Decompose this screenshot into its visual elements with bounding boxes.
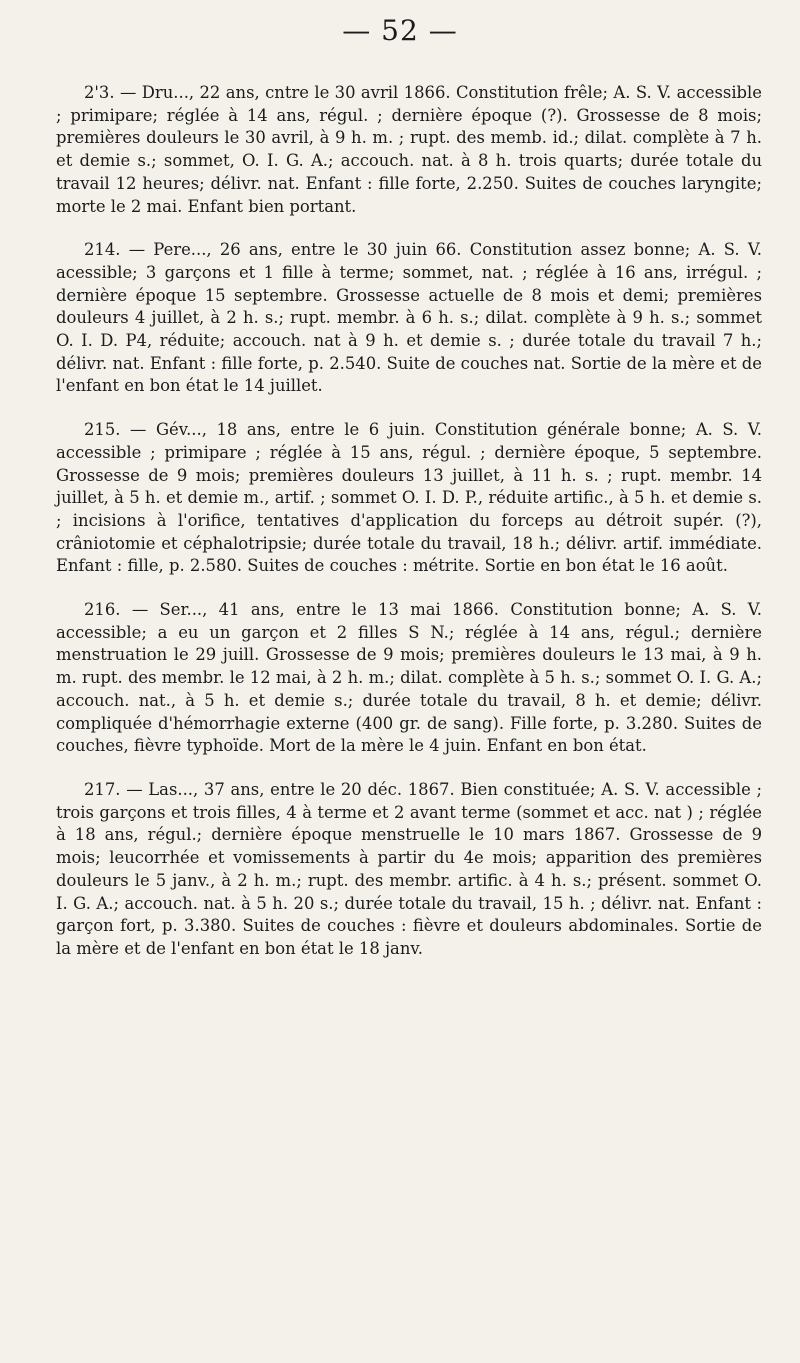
case-paragraph-216: 216. — Ser..., 41 ans, entre le 13 mai 1866. Constitution bonne; A. S. V. accessible; a eu un garçon et 2 filles S N.; réglée à 14 ans, régul.; dernière menstruation le 29 juill. Grossesse de 9 mois; premières douleurs le 13 mai, à 9 h. m. rupt. des membr. le 12 mai, à 2 h. m.; dilat. complète à 5 h. s.; sommet O. I. G. A.; accouch. nat., à 5 h. et demie s.; durée totale du travail, 8 h. et demie; délivr. compliquée d'hémorrhagie externe (400 gr. de sang). Fille forte, p. 3.280. Suites de couches, fièvre typhoïde. Mort de la mère le 4 juin. Enfant en bon état.: [56, 600, 762, 756]
page-number: — 52 —: [342, 14, 458, 47]
case-paragraph-214: 214. — Pere..., 26 ans, entre le 30 juin 66. Constitution assez bonne; A. S. V. acessible; 3 garçons et 1 fille à terme; sommet, nat. ; réglée à 16 ans, irrégul. ; dernière époque 15 septembre. Grossesse actuelle de 8 mois et demi; premières douleurs 4 juillet, à 2 h. s.; rupt. membr. à 6 h. s.; dilat. complète à 9 h. s.; sommet O. I. D. P4, réduite; accouch. nat à 9 h. et demie s. ; durée totale du travail 7 h.; délivr. nat. Enfant : fille forte, p. 2.540. Suite de couches nat. Sortie de la mère et de l'enfant en bon état le 14 juillet.: [56, 240, 762, 396]
case-paragraph-215: 215. — Gév..., 18 ans, entre le 6 juin. Constitution générale bonne; A. S. V. accessible ; primipare ; réglée à 15 ans, régul. ; dernière époque, 5 septembre. Grossesse de 9 mois; premières douleurs 13 juillet, à 11 h. s. ; rupt. membr. 14 juillet, à 5 h. et demie m., artif. ; sommet O. I. D. P., réduite artific., à 5 h. et demie s. ; incisions à l'orifice, tentatives d'application du forceps au détroit supér. (?), crâniotomie et céphalotripsie; durée totale du travail, 18 h.; délivr. artif. immédiate. Enfant : fille, p. 2.580. Suites de couches : métrite. Sortie en bon état le 16 août.: [56, 420, 762, 576]
case-paragraph-213: 2'3. — Dru..., 22 ans, cntre le 30 avril 1866. Constitution frêle; A. S. V. accessible ; primipare; réglée à 14 ans, régul. ; dernière époque (?). Grossesse de 8 mois; premières douleurs le 30 avril, à 9 h. m. ; rupt. des memb. id.; dilat. complète à 7 h. et demie s.; sommet, O. I. G. A.; accouch. nat. à 8 h. trois quarts; durée totale du travail 12 heures; délivr. nat. Enfant : fille forte, 2.250. Suites de couches laryngite; morte le 2 mai. Enfant bien portant.: [56, 83, 762, 216]
case-list: [56, 82, 762, 982]
case-paragraph-217: 217. — Las..., 37 ans, entre le 20 déc. 1867. Bien constituée; A. S. V. accessible ; trois garçons et trois filles, 4 à terme et 2 avant terme (sommet et acc. nat ) ; réglée à 18 ans, régul.; dernière époque menstruelle le 10 mars 1867. Grossesse de 9 mois; leucorrhée et vomissements à partir du 4e mois; apparition des premières douleurs le 5 janv., à 2 h. m.; rupt. des membr. artific. à 4 h. s.; présent. sommet O. I. G. A.; accouch. nat. à 5 h. 20 s.; durée totale du travail, 15 h. ; délivr. nat. Enfant : garçon fort, p. 3.380. Suites de couches : fièvre et douleurs abdominales. Sortie de la mère et de l'enfant en bon état le 18 janv.: [56, 779, 762, 958]
